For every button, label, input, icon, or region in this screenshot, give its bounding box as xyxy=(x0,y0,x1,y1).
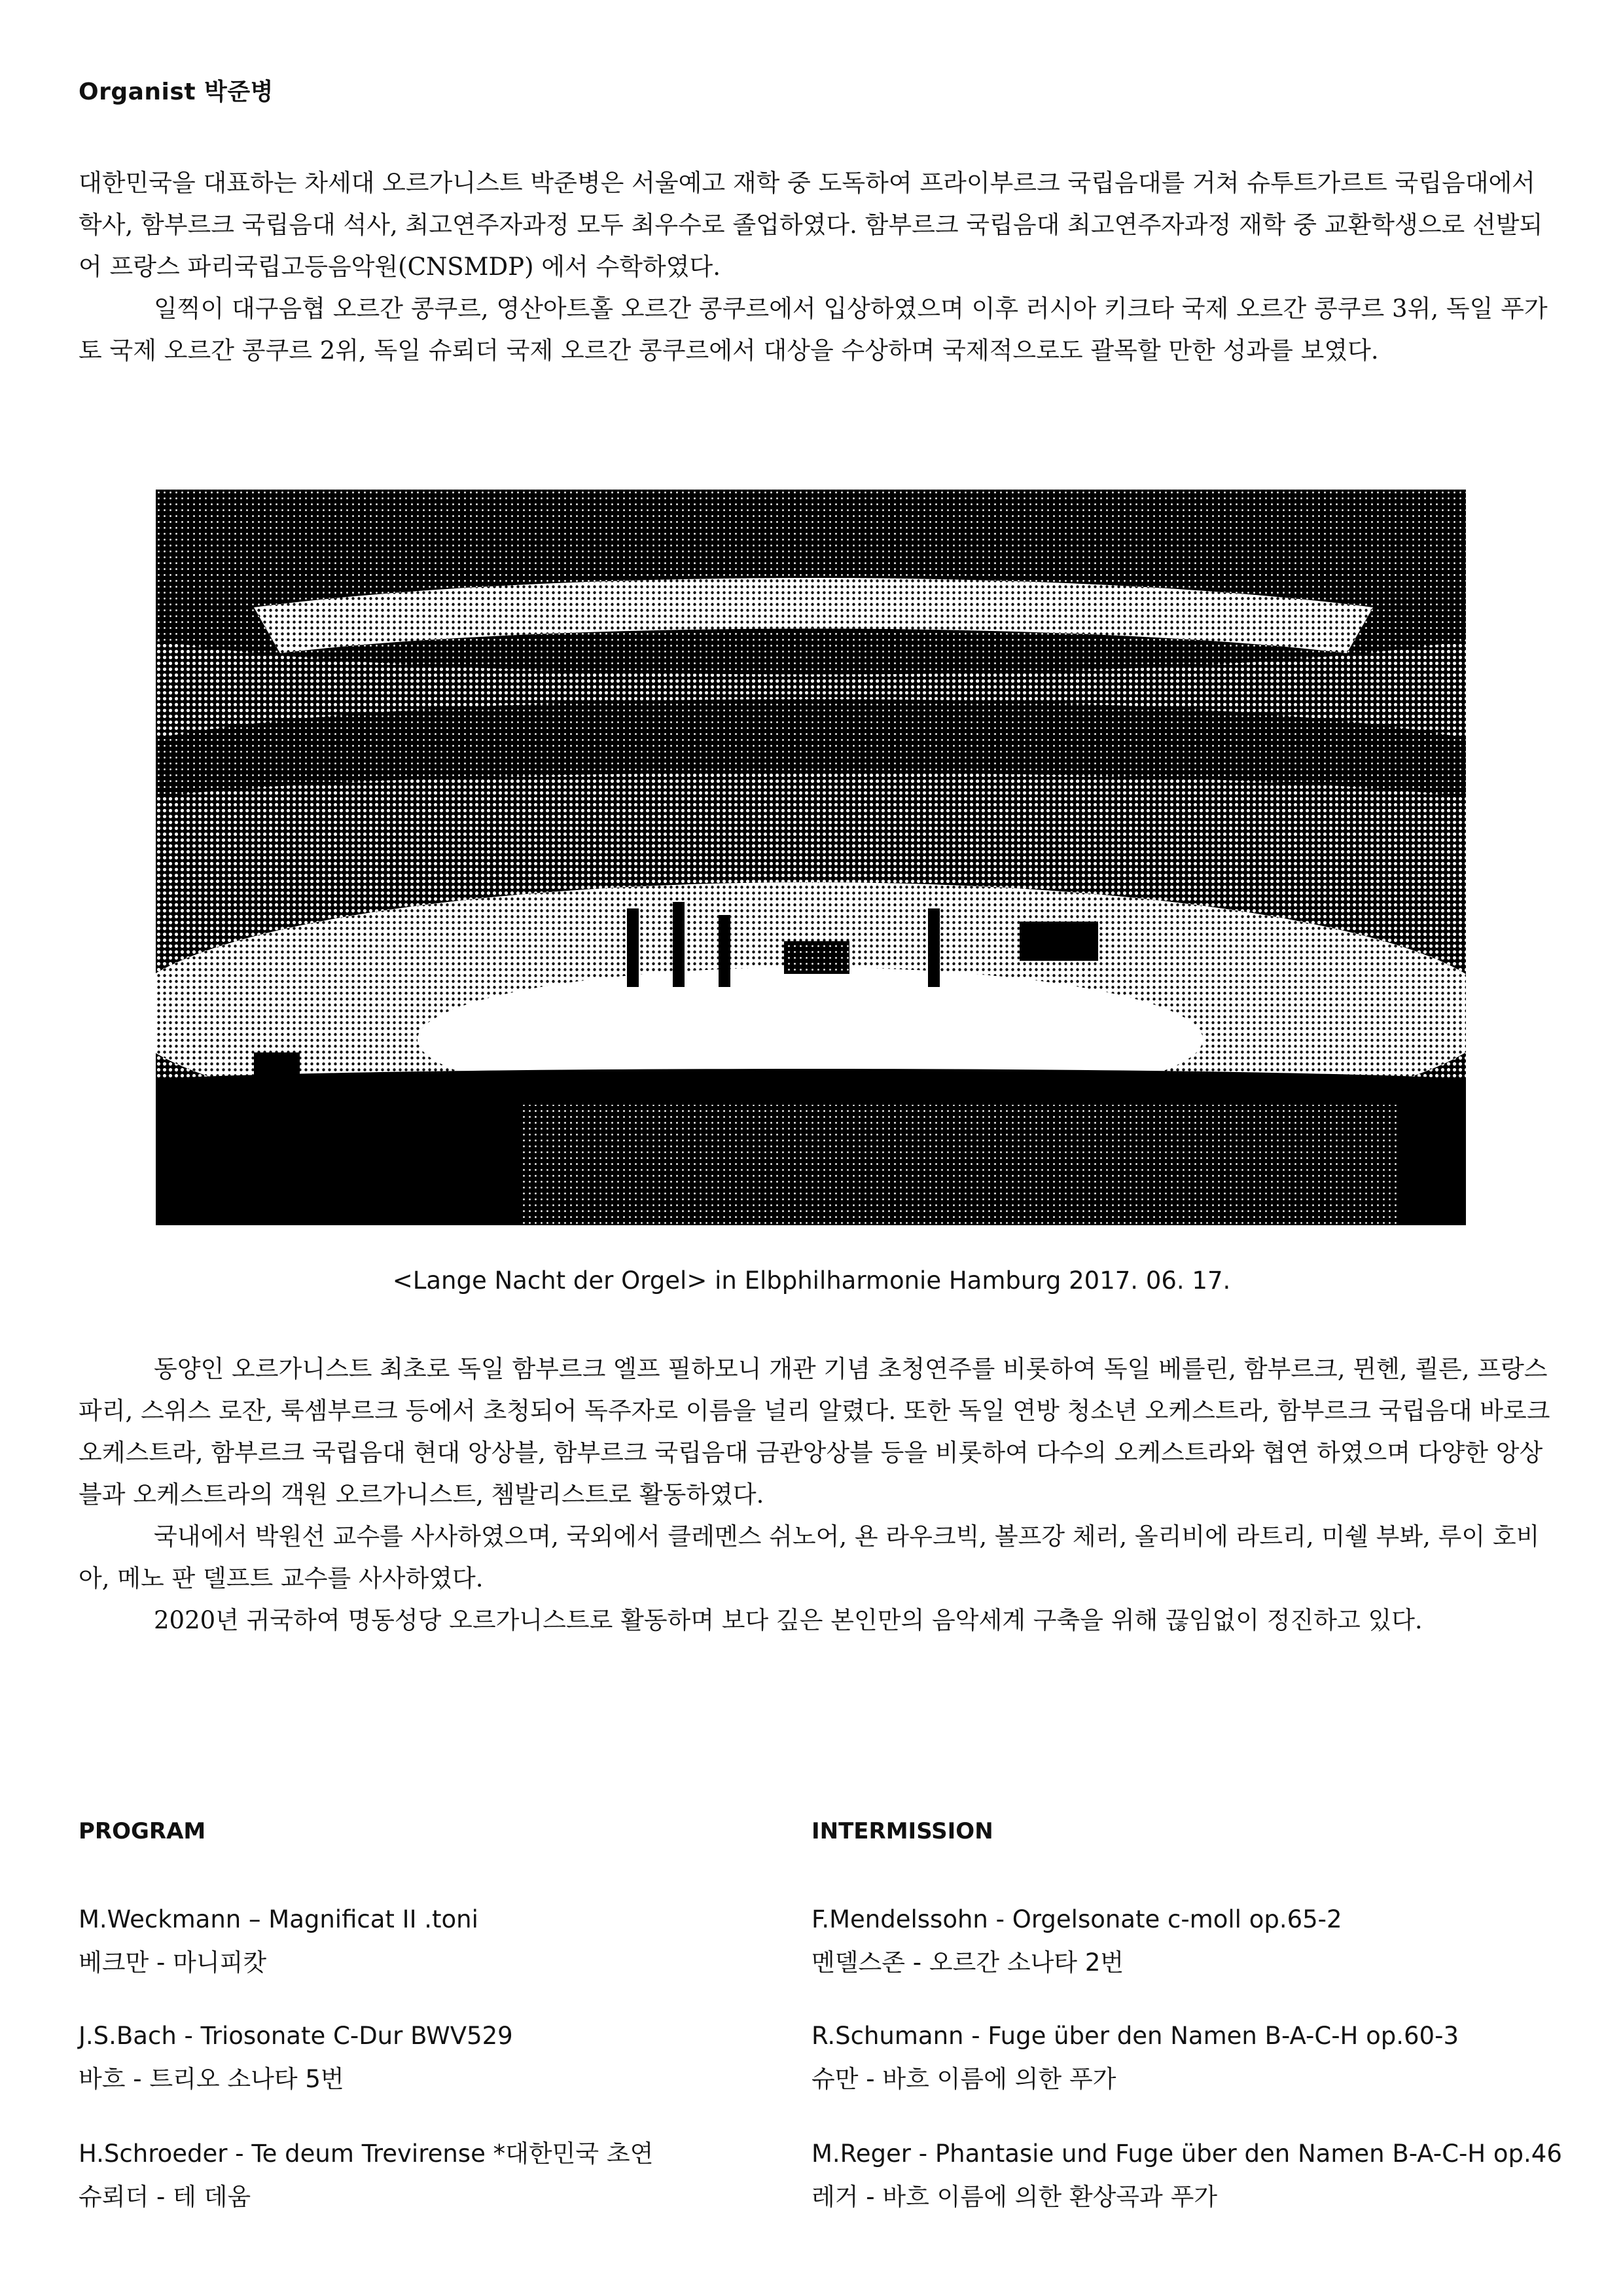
bio-paragraph: 일찍이 대구음협 오르간 콩쿠르, 영산아트홀 오르간 콩쿠르에서 입상하였으며 이후 러시아 키크타 국제 오르간 콩쿠르 3위, 독일 푸가토 국제 오르간 콩쿠르 2위, 독일 슈뢰더 국제 오르간 콩쿠르에서 대상을 수상하며 국제적으로도 괄목할 만한 성과를 보였다. xyxy=(79,295,1548,365)
program-item xyxy=(79,2015,513,2101)
intermission-item xyxy=(812,1898,1342,1984)
intermission-work-korean: 슈만 - 바흐 이름에 의한 푸가 xyxy=(812,2065,1116,2093)
bio-paragraph: 2020년 귀국하여 명동성당 오르가니스트로 활동하며 보다 깊은 본인만의 음악세계 구축을 위해 끊임없이 정진하고 있다. xyxy=(154,1606,1423,1634)
program-work: M.Weckmann – Magnificat II .toni xyxy=(79,1905,478,1933)
intermission-work: R.Schumann - Fuge über den Namen B-A-C-H op.60-3 xyxy=(812,2022,1459,2050)
program-work: H.Schroeder - Te deum Trevirense *대한민국 초연 xyxy=(79,2140,654,2168)
intermission-item xyxy=(812,2015,1459,2101)
program-work-korean: 바흐 - 트리오 소나타 5번 xyxy=(79,2065,344,2093)
concert-hall-photo xyxy=(156,490,1466,1225)
intermission-work-korean: 멘델스존 - 오르간 소나타 2번 xyxy=(812,1948,1124,1977)
bio-paragraph: 국내에서 박원선 교수를 사사하였으며, 국외에서 클레멘스 쉬노어, 욘 라우크빅, 볼프강 체러, 올리비에 라트리, 미쉘 부봐, 루이 호비아, 메노 판 델프트 교수를 사사하였다. xyxy=(79,1522,1540,1592)
program-item xyxy=(79,2132,653,2219)
program-work-korean: 슈뢰더 - 테 데움 xyxy=(79,2183,251,2211)
intermission-work: F.Mendelssohn - Orgelsonate c-moll op.65-2 xyxy=(812,1905,1342,1933)
program-work-korean: 베크만 - 마니피캇 xyxy=(79,1948,267,1977)
photo-caption: <Lange Nacht der Orgel> in Elbphilharmonie Hamburg 2017. 06. 17. xyxy=(392,1266,1231,1295)
intermission-heading: INTERMISSION xyxy=(812,1818,993,1844)
intermission-item xyxy=(812,2132,1562,2219)
program-heading: PROGRAM xyxy=(79,1818,206,1844)
page-title: Organist 박준병 xyxy=(79,79,274,105)
intermission-work: M.Reger - Phantasie und Fuge über den Namen B-A-C-H op.46 xyxy=(812,2140,1562,2168)
intermission-work-korean: 레거 - 바흐 이름에 의한 환상곡과 푸가 xyxy=(812,2183,1218,2211)
bio-paragraph: 대한민국을 대표하는 차세대 오르가니스트 박준병은 서울예고 재학 중 도독하여 프라이부르크 국립음대를 거쳐 슈투트가르트 국립음대에서 학사, 함부르크 국립음대 석사, 최고연주자과정 모두 최우수로 졸업하였다. 함부르크 국립음대 최고연주자과정 재학 중 교환학생으로 선발되어 프랑스 파리국립고등음악원(CNSMDP) 에서 수학하였다. xyxy=(79,169,1543,281)
bio-paragraph: 동양인 오르가니스트 최초로 독일 함부르크 엘프 필하모니 개관 기념 초청연주를 비롯하여 독일 베를린, 함부르크, 뮌헨, 쾰른, 프랑스 파리, 스위스 로잔, 룩셈부르크 등에서 초청되어 독주자로 이름을 널리 알렸다. 또한 독일 연방 청소년 오케스트라, 함부르크 국립음대 바로크 오케스트라, 함부르크 국립음대 현대 앙상블, 함부르크 국립음대 금관앙상블 등을 비롯하여 다수의 오케스트라와 협연 하였으며 다양한 앙상블과 오케스트라의 객원 오르가니스트, 쳄발리스트로 활동하였다. xyxy=(79,1355,1550,1509)
program-item xyxy=(79,1898,478,1984)
program-work: J.S.Bach - Triosonate C-Dur BWV529 xyxy=(79,2022,513,2050)
